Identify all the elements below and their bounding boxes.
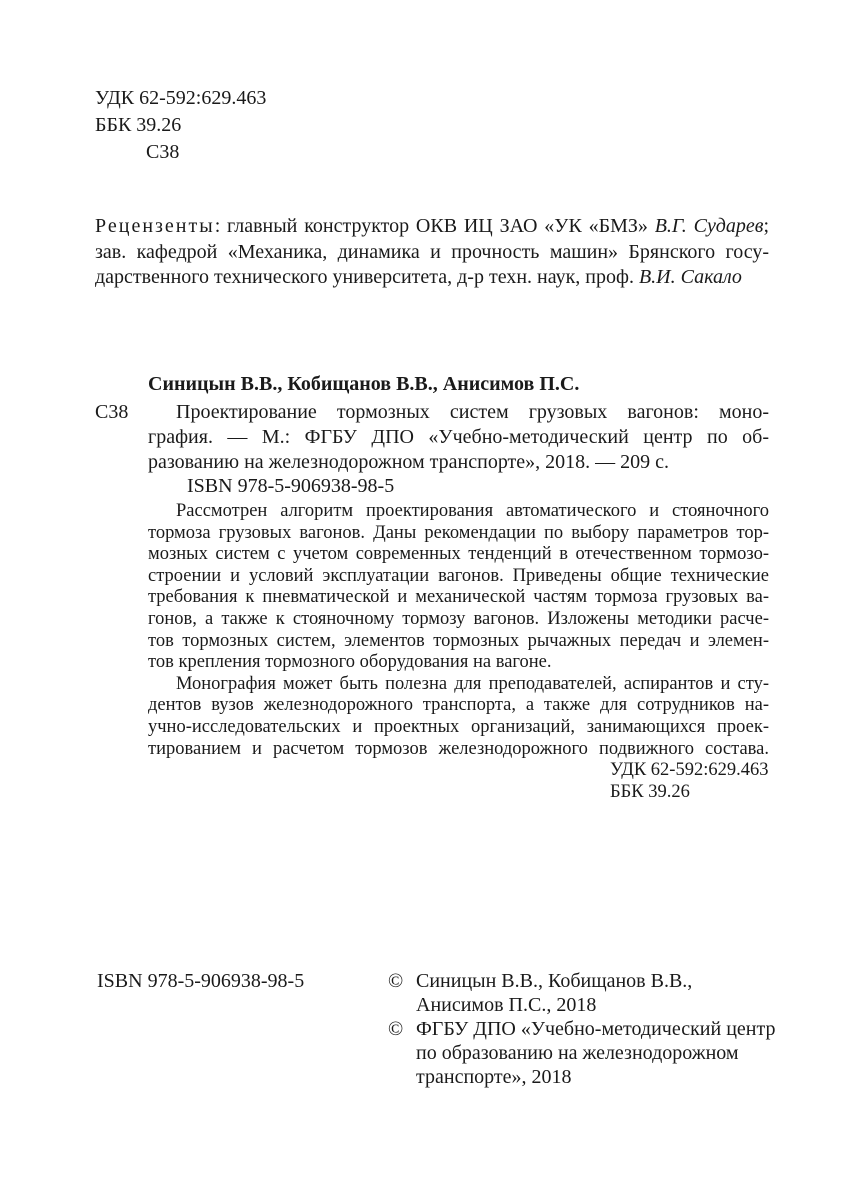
copyright1-line-1: Синицын В.В., Кобищанов В.В., [416,970,693,992]
abstract-line-12: тированием и расчетом тормозов железнодорожного подвижного состава. [148,738,769,759]
footer-isbn: ISBN 978-5-906938-98-5 [97,970,305,992]
bib-title-line-3: разованию на железнодорожном транспорте», 2018. — 209 с. [148,451,670,473]
header-bbk: ББК 39.26 [95,114,182,136]
reviewers-line1-end: ; [763,215,769,237]
bib-isbn: ISBN 978-5-906938-98-5 [187,475,395,497]
copyright-symbol-2: © [388,1018,404,1040]
reviewers-line-2: зав. кафедрой «Механика, динамика и прочность машин» Брянского госу- [95,241,769,263]
abstract-line-6: гонов, а также к стояночному тормозу вагонов. Изложены методики расче- [148,609,769,629]
bib-title-line-1: Проектирование тормозных систем грузовых вагонов: моно- [176,401,769,423]
abstract-line-8: тов крепления тормозного оборудования на вагоне. [148,652,552,673]
bib-authors: Синицын В.В., Кобищанов В.В., Анисимов П.С. [148,373,580,395]
abstract-line-5: требования к пневматической и механической частям тормоза грузовых ва- [148,587,769,608]
reviewers-line3-text: дарственного технического университета, д-р техн. наук, проф. [95,266,634,288]
reviewers-line-1 [95,214,769,238]
copyright2-line-2: по образованию на железнодорожном [416,1042,739,1064]
copyright2-line-1: ФГБУ ДПО «Учебно-методический центр [416,1018,776,1040]
abstract-bbk: ББК 39.26 [610,782,690,802]
header-code: С38 [146,141,180,163]
abstract-line-2: тормоза грузовых вагонов. Даны рекомендации по выбору параметров тор- [148,522,769,543]
abstract-line-4: строении и условий эксплуатации вагонов. Приведены общие технические [148,565,769,586]
bib-code: С38 [95,401,129,423]
abstract-line-10: дентов вузов железнодорожного транспорта, а также для сотрудников на- [148,695,769,716]
copyright-symbol-1: © [388,970,404,992]
abstract-line-3: мозных систем с учетом современных тенденций в отечественном тормозо- [148,544,769,565]
bib-title-line-2: графия. — М.: ФГБУ ДПО «Учебно-методический центр по об- [148,426,769,448]
reviewers-label: Рецензенты [95,215,215,237]
abstract-udk: УДК 62-592:629.463 [610,760,769,780]
reviewers-line-3 [95,265,742,289]
abstract-line-7: тов тормозных систем, элементов тормозных рычажных передач и элемен- [148,630,769,651]
copyright1-line-2: Анисимов П.С., 2018 [416,994,597,1016]
reviewers-line1-text: : главный конструктор ОКВ ИЦ ЗАО «УК «БМЗ» [214,215,648,237]
abstract-line-1: Рассмотрен алгоритм проектирования автоматического и стояночного [176,501,769,521]
reviewer-name-1: В.Г. Сударев [654,215,764,237]
abstract-line-11: учно-исследовательских и проектных организаций, занимающихся проек- [148,717,769,737]
reviewer-name-2: В.И. Сакало [638,266,742,288]
copyright2-line-3: транспорте», 2018 [416,1066,572,1088]
header-udk: УДК 62-592:629.463 [95,87,267,109]
abstract-line-9: Монография может быть полезна для преподавателей, аспирантов и сту- [176,673,769,694]
